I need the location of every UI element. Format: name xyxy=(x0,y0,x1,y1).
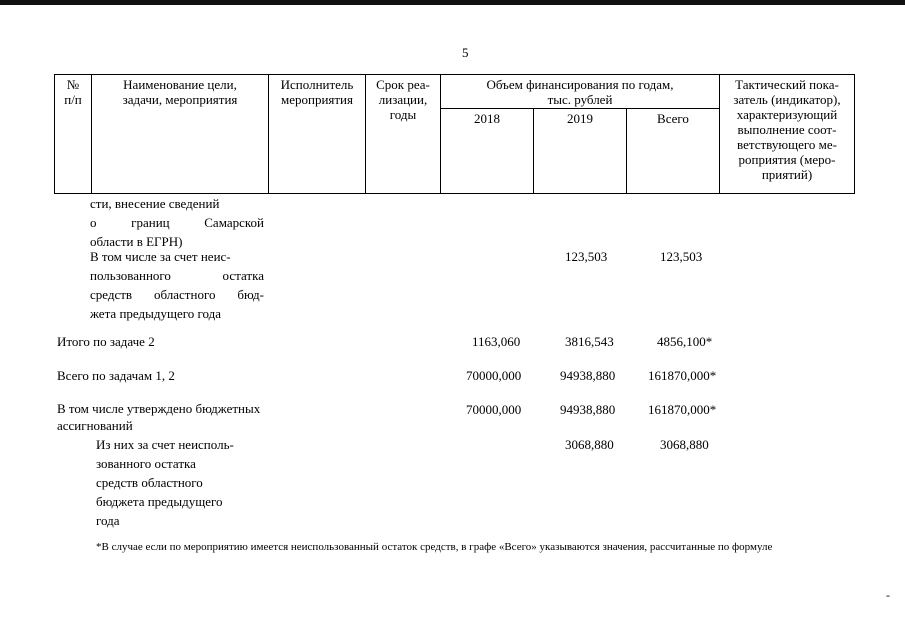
header-col-term: Срок реа- лизации, годы xyxy=(366,75,441,194)
row-label: Итого по задаче 2 xyxy=(57,334,155,349)
row-label: Из них за счет неисполь- зованного остатка средств областного бюджета предыдущего года xyxy=(96,437,234,528)
row-value-total: 3068,880 xyxy=(660,437,709,452)
header-year-2019: 2019 xyxy=(534,108,627,193)
header-col-number: № п/п xyxy=(55,75,92,194)
header-total: Всего xyxy=(627,108,720,193)
page-number: 5 xyxy=(462,45,469,60)
header-col-executor: Исполнитель мероприятия xyxy=(269,75,366,194)
row-value-2018: 70000,000 xyxy=(466,368,522,383)
row-value-2019: 3068,880 xyxy=(565,437,614,452)
row-value-total: 123,503 xyxy=(660,249,703,264)
continuation-text: сти, внесение сведений о границ Самарской области в ЕГРН) xyxy=(90,196,264,249)
top-border-line xyxy=(0,0,905,5)
header-col-name: Наименование цели, задачи, мероприятия xyxy=(92,75,269,194)
table-header xyxy=(54,74,855,194)
header-year-2018: 2018 xyxy=(441,108,534,193)
row-value-total: 161870,000* xyxy=(648,402,717,417)
row-value-total: 161870,000* xyxy=(648,368,717,383)
row-value-total: 4856,100* xyxy=(657,334,713,349)
row-value-2019: 3816,543 xyxy=(565,334,614,349)
header-col-indicator: Тактический пока- затель (индикатор), характеризующий выполнение соот- ветствующего ме- роприятия (меро- приятий) xyxy=(720,75,855,194)
row-label: В том числе за счет неис- пользованного остатка средств областного бюд- жета предыдущего года xyxy=(90,249,264,321)
footnote: *В случае если по мероприятию имеется неиспользованный остаток средств, в графе «Всего» указываются значения, рассчитанные по формуле xyxy=(96,541,773,553)
row-label: В том числе утверждено бюджетных ассигнований xyxy=(57,401,261,433)
scan-mark: - xyxy=(886,588,890,602)
header-col-financing: Объем финансирования по годам, тыс. рублей xyxy=(441,75,720,109)
row-value-2018: 1163,060 xyxy=(472,334,521,349)
row-value-2018: 70000,000 xyxy=(466,402,522,417)
row-value-2019: 94938,880 xyxy=(560,402,616,417)
row-label: Всего по задачам 1, 2 xyxy=(57,368,175,383)
row-value-2019: 94938,880 xyxy=(560,368,616,383)
row-value-2019: 123,503 xyxy=(565,249,608,264)
